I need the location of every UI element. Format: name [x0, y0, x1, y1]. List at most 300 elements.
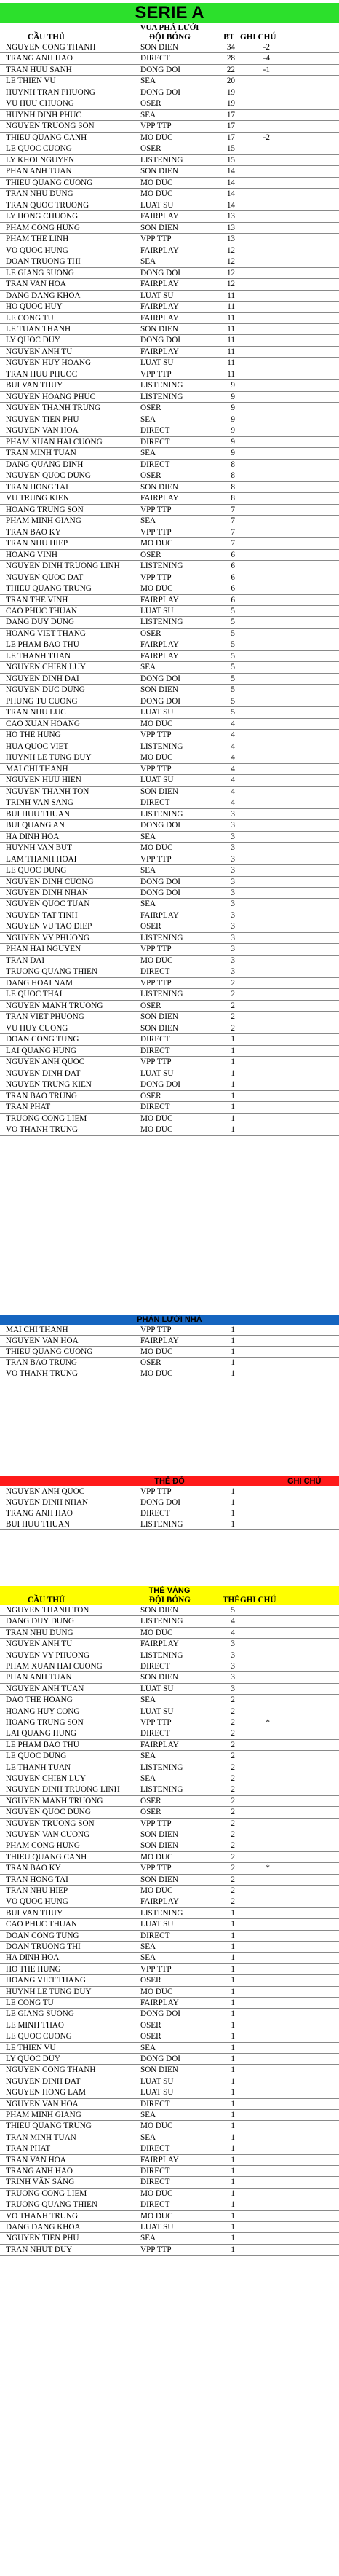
team-name: DIRECT [140, 1035, 170, 1044]
player-name: HO QUOC HUY [6, 302, 63, 312]
count-value: 7 [231, 539, 235, 548]
player-name: HOANG TRUNG SON [6, 505, 84, 514]
table-row [0, 2076, 339, 2087]
team-name: VPP TTP [140, 978, 172, 988]
count-value: 1 [231, 2122, 235, 2131]
player-name: TRAN QUOC TRUONG [6, 200, 89, 210]
team-name: LISTENING [140, 1785, 183, 1795]
team-name: LUAT SU [140, 1920, 174, 1929]
table-row [0, 1863, 339, 1874]
table-row [0, 133, 339, 143]
player-name: THIEU QUANG TRUNG [6, 584, 92, 594]
player-name: TRAN NHU DUNG [6, 1628, 73, 1637]
table-row [0, 561, 339, 572]
team-name: VPP TTP [140, 369, 172, 379]
header-cards: THẺ [223, 1596, 240, 1604]
count-value: 1 [231, 2088, 235, 2098]
table-row [0, 223, 339, 234]
count-value: 1 [231, 1509, 235, 1518]
player-name: LE MINH THAO [6, 2020, 64, 2030]
player-name: TRAN MINH TUAN [6, 2132, 76, 2142]
note-value: -2 [263, 43, 270, 52]
table-row [0, 538, 339, 549]
team-name: MO DUC [140, 1886, 173, 1895]
table-row [0, 1987, 339, 1998]
table-row [0, 910, 339, 921]
player-name: NGUYEN TRUONG SON [6, 1819, 95, 1828]
player-name: NGUYEN QUOC DUNG [6, 1808, 91, 1817]
team-name: OSER [140, 144, 161, 154]
table-row [0, 2166, 339, 2177]
count-value: 2 [231, 978, 235, 988]
player-name: TRAN VIET PHUONG [6, 1012, 84, 1022]
count-value: 19 [226, 99, 235, 109]
team-name: MO DUC [140, 2189, 173, 2198]
table-row [0, 1975, 339, 1986]
player-name: LE GIANG SUONG [6, 268, 74, 277]
player-name: HOANG VINH [6, 550, 57, 559]
table-row [0, 787, 339, 797]
table-row [0, 1829, 339, 1840]
player-name: DANG DANG KHOA [6, 291, 81, 300]
count-value: 5 [231, 1606, 235, 1615]
table-row [0, 1068, 339, 1079]
count-value: 5 [231, 708, 235, 717]
player-name: NGUYEN TRUONG SON [6, 122, 95, 131]
table-row [0, 1728, 339, 1739]
player-name: TRAN DAI [6, 956, 45, 965]
player-name: NGUYEN ANH TU [6, 1639, 73, 1649]
team-name: DIRECT [140, 1046, 170, 1055]
table-row [0, 527, 339, 538]
table-row [0, 2087, 339, 2098]
player-name: NGUYEN ANH TU [6, 347, 73, 356]
table-row [0, 291, 339, 302]
count-value: 2 [231, 1012, 235, 1022]
table-row [0, 797, 339, 808]
count-value: 12 [226, 257, 235, 267]
team-name: FAIRPLAY [140, 313, 179, 323]
player-name: DANG QUANG DINH [6, 460, 84, 469]
team-name: LISTENING [140, 562, 183, 571]
player-name: NGUYEN DINH DAT [6, 1068, 81, 1078]
count-value: 1 [231, 1125, 235, 1135]
count-value: 1 [231, 2009, 235, 2019]
player-name: TRAN NHU DUNG [6, 189, 73, 199]
player-name: LE PHAM BAO THU [6, 1740, 79, 1749]
player-name: TRAN HONG TAI [6, 482, 68, 492]
player-name: PHAM XUAN HAI CUONG [6, 437, 103, 446]
table-row [0, 200, 339, 211]
table-row [0, 877, 339, 888]
count-value: 14 [226, 167, 235, 176]
team-name: VPP TTP [140, 1718, 172, 1727]
team-name: VPP TTP [140, 572, 172, 582]
team-name: LISTENING [140, 381, 183, 390]
count-value: 3 [231, 1650, 235, 1660]
count-value: 5 [231, 651, 235, 661]
player-name: HO THE HUNG [6, 1964, 61, 1974]
team-name: SEA [140, 2132, 156, 2142]
count-value: 1 [231, 1091, 235, 1100]
table-row [0, 1486, 339, 1497]
count-value: 3 [231, 945, 235, 954]
header-player: CẦU THỦ [28, 33, 65, 42]
table-row [0, 403, 339, 414]
table-row [0, 730, 339, 741]
count-value: 2 [231, 990, 235, 999]
count-value: 9 [231, 449, 235, 458]
player-name: NGUYEN VAN HOA [6, 426, 79, 436]
team-name: SON DIEN [140, 1875, 178, 1884]
player-name: BUI HUU THUAN [6, 809, 71, 819]
team-name: OSER [140, 922, 161, 931]
top-scorers-header [0, 33, 339, 42]
player-name: DAO THE HOANG [6, 1695, 73, 1705]
count-value: 1 [231, 2167, 235, 2175]
player-name: NGUYEN VAN CUONG [6, 1830, 90, 1839]
team-name: DIRECT [140, 2200, 170, 2210]
count-value: 1 [231, 2032, 235, 2041]
count-value: 14 [226, 178, 235, 187]
count-value: 34 [226, 43, 235, 52]
table-row [0, 606, 339, 617]
player-name: NGUYEN VAN HOA [6, 1336, 79, 1345]
team-name: DIRECT [140, 1509, 170, 1518]
team-name: LISTENING [140, 1762, 183, 1772]
team-name: OSER [140, 99, 161, 109]
player-name: NGUYEN VY PHUONG [6, 1650, 89, 1660]
player-name: TRINH VAN SANG [6, 798, 73, 808]
player-name: NGUYEN DINH NHAN [6, 889, 89, 897]
table-row [0, 302, 339, 312]
count-value: 12 [226, 245, 235, 255]
player-name: TRAN HUU PHUOC [6, 369, 78, 379]
count-value: 2 [231, 1875, 235, 1884]
team-name: DONG DOI [140, 268, 180, 277]
table-row [0, 809, 339, 820]
player-name: TRINH VĂN SÁNG [6, 2178, 75, 2187]
table-row [0, 1616, 339, 1627]
team-name: MO DUC [140, 2211, 173, 2221]
team-name: LISTENING [140, 809, 183, 819]
player-name: TRUONG QUANG THIEN [6, 967, 97, 977]
count-value: 2 [231, 1864, 235, 1873]
player-name: NGUYEN DINH TRUONG LINH [6, 1785, 120, 1795]
player-name: THIEU QUANG CUONG [6, 1347, 93, 1356]
note-value: * [266, 1864, 270, 1873]
player-name: VO THANH TRUNG [6, 2211, 79, 2221]
count-value: 3 [231, 854, 235, 864]
table-row [0, 1684, 339, 1695]
count-value: 6 [231, 595, 235, 604]
player-name: LE THIEN VU [6, 2043, 56, 2052]
team-name: DIRECT [140, 2178, 170, 2187]
player-name: LE CONG TU [6, 1998, 54, 2007]
table-row [0, 437, 339, 448]
count-value: 6 [231, 572, 235, 582]
count-value: 2 [231, 1841, 235, 1851]
player-name: CAO XUAN HOANG [6, 719, 80, 728]
team-name: DIRECT [140, 1103, 170, 1112]
player-name: TRAN PHAT [6, 1103, 51, 1112]
player-name: THIEU QUANG CANH [6, 1852, 87, 1862]
count-value: 4 [231, 1628, 235, 1637]
player-name: PHAM MINH GIANG [6, 2111, 81, 2119]
team-name: DIRECT [140, 2144, 170, 2154]
header-team: ĐỘI BÓNG [149, 1596, 191, 1604]
count-value: 3 [231, 866, 235, 875]
player-name: TRAN THE VINH [6, 595, 68, 604]
count-value: 1 [231, 2245, 235, 2254]
count-value: 3 [231, 809, 235, 819]
table-row [0, 2155, 339, 2166]
table-row [0, 380, 339, 391]
table-row [0, 1124, 339, 1135]
count-value: 9 [231, 392, 235, 401]
player-name: LE THANH TUAN [6, 1762, 71, 1772]
player-name: HA DINH HOA [6, 1953, 60, 1963]
table-row [0, 1908, 339, 1919]
count-value: 4 [231, 741, 235, 751]
team-name: DIRECT [140, 1931, 170, 1940]
table-row [0, 1079, 339, 1090]
table-row [0, 335, 339, 346]
table-row [0, 1102, 339, 1113]
count-value: 3 [231, 889, 235, 897]
team-name: DONG DOI [140, 674, 180, 683]
team-name: OSER [140, 550, 161, 559]
count-value: 2 [231, 1706, 235, 1716]
player-name: LY KHOI NGUYEN [6, 155, 75, 165]
team-name: SON DIEN [140, 2065, 178, 2075]
count-value: 7 [231, 527, 235, 537]
team-name: SON DIEN [140, 1606, 178, 1615]
table-row [0, 1046, 339, 1057]
player-name: HUYNH DINH PHUC [6, 110, 81, 119]
team-name: LUAT SU [140, 2088, 174, 2098]
team-name: OSER [140, 1796, 161, 1805]
table-row [0, 470, 339, 481]
team-name: FAIRPLAY [140, 280, 179, 289]
table-row [0, 234, 339, 245]
team-name: LISTENING [140, 392, 183, 401]
table-row [0, 516, 339, 527]
count-value: 1 [231, 2065, 235, 2075]
table-row [0, 178, 339, 189]
team-name: MO DUC [140, 539, 173, 548]
team-name: LISTENING [140, 741, 183, 751]
player-name: LE PHAM BAO THU [6, 640, 79, 650]
count-value: 3 [231, 967, 235, 977]
table-row [0, 1717, 339, 1728]
table-row [0, 1886, 339, 1896]
player-name: THIEU QUANG CUONG [6, 178, 93, 187]
table-row [0, 493, 339, 504]
count-value: 2 [231, 1740, 235, 1749]
team-name: FAIRPLAY [140, 651, 179, 661]
player-name: DOAN TRUONG THI [6, 1942, 81, 1951]
team-name: FAIRPLAY [140, 302, 179, 312]
player-name: VU HUY CUONG [6, 1023, 68, 1033]
table-row [0, 1796, 339, 1807]
count-value: 2 [231, 1897, 235, 1907]
header-player: CẦU THỦ [28, 1596, 65, 1604]
team-name: FAIRPLAY [140, 1639, 179, 1649]
count-value: 1 [231, 2178, 235, 2187]
count-value: 17 [226, 110, 235, 119]
player-name: PHAN HAI NGUYEN [6, 945, 81, 954]
count-value: 7 [231, 505, 235, 514]
table-row [0, 674, 339, 685]
team-name: SEA [140, 1695, 156, 1705]
count-value: 11 [227, 325, 235, 334]
yellow-cards-title: THẺ VÀNG [148, 1586, 191, 1595]
table-row [0, 110, 339, 121]
table-row [0, 166, 339, 177]
team-name: SON DIEN [140, 167, 178, 176]
team-name: SEA [140, 663, 156, 672]
team-name: DIRECT [140, 460, 170, 469]
player-name: LE QUOC CUONG [6, 144, 72, 154]
team-name: VPP TTP [140, 1326, 172, 1334]
team-name: MO DUC [140, 1114, 173, 1123]
player-name: HOANG HUY CONG [6, 1706, 80, 1716]
team-name: SON DIEN [140, 223, 178, 232]
team-name: LUAT SU [140, 607, 174, 615]
team-name: DONG DOI [140, 696, 180, 706]
player-name: NGUYEN THANH TON [6, 1606, 89, 1615]
red-cards-note-header: GHI CHÚ [287, 1477, 322, 1486]
player-name: NGUYEN TAT TINH [6, 910, 78, 920]
player-name: LE THANH TUAN [6, 651, 71, 661]
table-row [0, 1919, 339, 1930]
count-value: 4 [231, 730, 235, 740]
count-value: 1 [231, 1920, 235, 1929]
count-value: 1 [231, 2189, 235, 2198]
team-name: LUAT SU [140, 200, 174, 210]
count-value: 9 [231, 403, 235, 413]
team-name: MO DUC [140, 1347, 173, 1356]
table-row [0, 1942, 339, 1953]
player-name: LAI QUANG HUNG [6, 1046, 76, 1055]
count-value: 1 [231, 1358, 235, 1367]
player-name: TRAN BAO TRUNG [6, 1358, 77, 1367]
player-name: NGUYEN HONG LAM [6, 2088, 87, 2098]
player-name: NGUYEN HOANG PHUC [6, 392, 96, 401]
count-value: 1 [231, 1336, 235, 1345]
table-row [0, 392, 339, 403]
player-name: PHAN ANH TUAN [6, 1673, 72, 1682]
team-name: DIRECT [140, 2099, 170, 2108]
player-name: DOAN CONG TUNG [6, 1931, 79, 1940]
table-row [0, 1012, 339, 1023]
table-row [0, 978, 339, 989]
player-name: HOANG VIET THANG [6, 1976, 87, 1985]
count-value: 8 [231, 460, 235, 469]
table-row [0, 425, 339, 436]
count-value: 12 [226, 280, 235, 289]
count-value: 5 [231, 607, 235, 615]
count-value: 1 [231, 1520, 235, 1529]
team-name: DIRECT [140, 2167, 170, 2175]
table-row [0, 685, 339, 696]
own-goals-title: PHẢN LƯỚI NHÀ [137, 1315, 202, 1324]
count-value: 1 [231, 2200, 235, 2210]
count-value: 2 [231, 1023, 235, 1033]
table-row [0, 956, 339, 966]
count-value: 2 [231, 1001, 235, 1010]
player-name: HUYNH TRAN PHUONG [6, 87, 95, 97]
count-value: 6 [231, 550, 235, 559]
team-name: DONG DOI [140, 1080, 180, 1090]
player-name: LY QUOC DUY [6, 2055, 60, 2063]
table-row [0, 42, 339, 53]
table-row [0, 448, 339, 459]
table-row [0, 2043, 339, 2054]
team-name: VPP TTP [140, 505, 172, 514]
table-row [0, 347, 339, 358]
team-name: LUAT SU [140, 2076, 174, 2086]
player-name: NGUYEN QUOC DUNG [6, 471, 91, 481]
table-row [0, 1931, 339, 1942]
team-name: DIRECT [140, 967, 170, 977]
player-name: VU HUU CHUONG [6, 99, 74, 109]
count-value: 3 [231, 832, 235, 841]
table-row [0, 1840, 339, 1851]
table-row [0, 1784, 339, 1795]
count-value: 1 [231, 1942, 235, 1951]
player-name: NGUYEN ANH QUOC [6, 1057, 85, 1067]
table-row [0, 1661, 339, 1672]
table-row [0, 966, 339, 977]
team-name: OSER [140, 1976, 161, 1985]
player-name: NGUYEN CONG THANH [6, 43, 96, 52]
table-row [0, 775, 339, 786]
count-value: 4 [231, 1617, 235, 1626]
table-row [0, 944, 339, 955]
count-value: 6 [231, 584, 235, 594]
team-name: OSER [140, 629, 161, 638]
count-value: 5 [231, 640, 235, 650]
table-row [0, 696, 339, 707]
player-name: TRANG ANH HAO [6, 1509, 73, 1518]
count-value: 1 [231, 2055, 235, 2063]
count-value: 3 [231, 1673, 235, 1682]
team-name: VPP TTP [140, 854, 172, 864]
team-name: MO DUC [140, 2122, 173, 2131]
header-note: GHI CHÚ [240, 33, 276, 42]
team-name: SON DIEN [140, 787, 178, 796]
player-name: PHAN ANH TUAN [6, 167, 72, 176]
table-row [0, 854, 339, 865]
team-name: DIRECT [140, 54, 170, 63]
player-name: LE THIEN VU [6, 76, 56, 86]
table-row [0, 1057, 339, 1068]
player-name: TRANG ANH HAO [6, 2167, 73, 2175]
player-name: NGUYEN CHIEN LUY [6, 1774, 86, 1783]
count-value: 8 [231, 471, 235, 481]
player-name: PHAM CONG HUNG [6, 223, 80, 232]
player-name: TRAN HUU SANH [6, 65, 72, 74]
count-value: 1 [231, 1326, 235, 1334]
player-name: PHAM XUAN HAI CUONG [6, 1662, 103, 1671]
team-name: FAIRPLAY [140, 910, 179, 920]
table-row [0, 2009, 339, 2020]
player-name: HUA QUOC VIET [6, 741, 69, 751]
team-name: DONG DOI [140, 2009, 180, 2019]
table-row [0, 1639, 339, 1650]
